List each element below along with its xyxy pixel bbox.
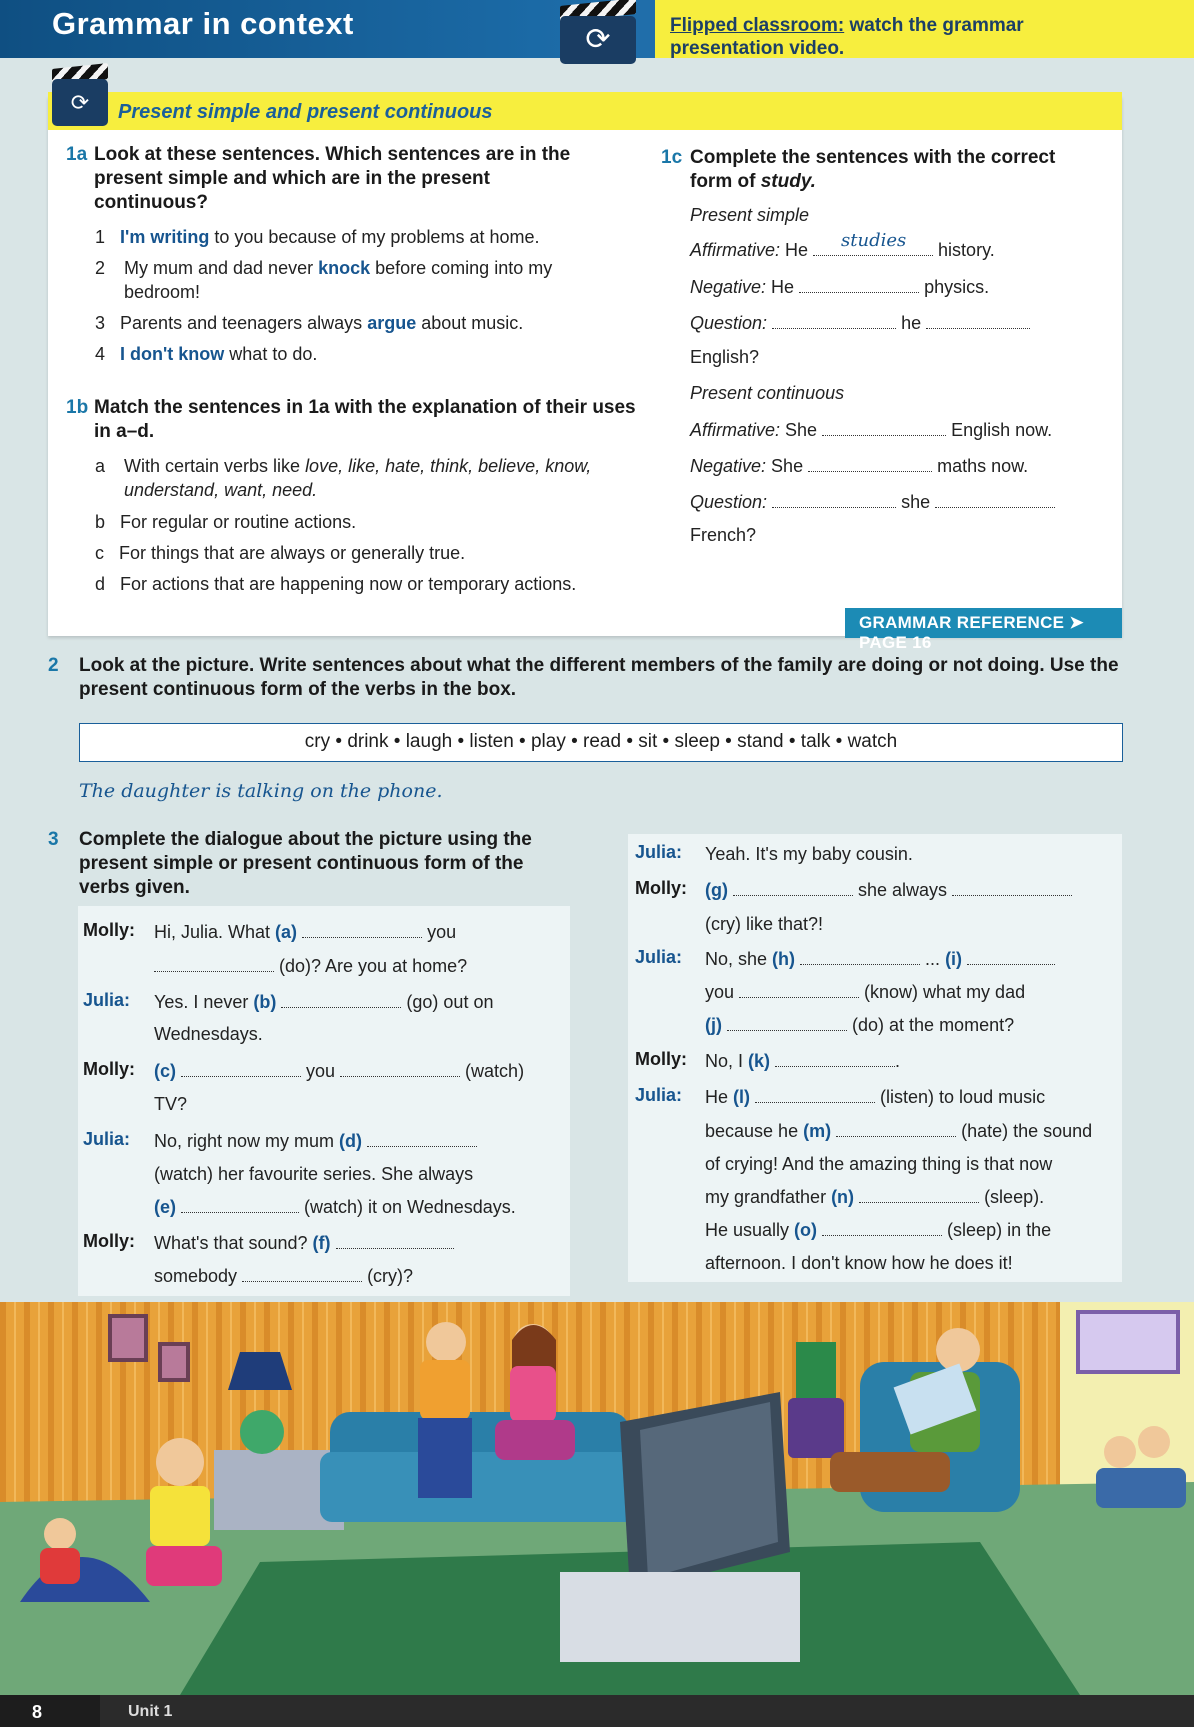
dialogue-line: No, she (h) ... (i): [705, 947, 1125, 971]
tv-stand: [560, 1572, 800, 1662]
plant-pot: [788, 1398, 844, 1458]
blank-e[interactable]: [181, 1195, 299, 1213]
dialogue-line: Wednesdays.: [154, 1024, 263, 1044]
family-living-room-illustration: [0, 1302, 1194, 1695]
blank-a[interactable]: [302, 920, 422, 938]
dialogue-line: Yes. I never (b) (go) out on: [154, 992, 494, 1012]
exercise-2-instruction: 2 Look at the picture. Write sentences about what the different members of the family are doing or not doing. Use the present continuous form of the verbs in the box.: [48, 655, 1119, 700]
blank-c[interactable]: [181, 1059, 301, 1077]
speaker-julia: Julia:: [635, 842, 683, 862]
dialogue-line: (watch) her favourite series. She always: [154, 1164, 474, 1184]
dialogue-line: (do)? Are you at home?: [154, 954, 564, 978]
dialogue-line: No, I (k) .: [705, 1051, 901, 1071]
blank-d[interactable]: [367, 1129, 477, 1147]
blank-c-2[interactable]: [340, 1059, 460, 1077]
dialogue-line: He usually (o) (sleep) in the: [705, 1220, 1052, 1240]
daughter-head: [156, 1438, 204, 1486]
verb-word-box: cry • drink • laugh • listen • play • read • sit • sleep • stand • talk • watch: [79, 723, 1123, 762]
blank-n[interactable]: [859, 1185, 979, 1203]
video-clapperboard-icon[interactable]: ⟳: [52, 66, 108, 126]
plant-leaves: [796, 1342, 836, 1402]
boys-bodies: [1096, 1468, 1186, 1508]
father-head: [426, 1322, 466, 1362]
exercise-1a-instruction: 1a Look at these sentences. Which sentences are in the present simple and which are in the present continuous?: [66, 144, 571, 213]
flipped-classroom-link[interactable]: Flipped classroom:: [670, 15, 845, 36]
exercise-1a-item-2: 2 My mum and dad never knock before coming into my bedroom!: [95, 258, 553, 302]
video-clapperboard-icon[interactable]: ⟳: [560, 2, 636, 64]
wall-picture: [160, 1344, 188, 1380]
dialogue-line: No, right now my mum (d): [154, 1129, 564, 1153]
grandfather-trousers: [830, 1452, 950, 1492]
pc-affirmative-line: Affirmative: She English now.: [690, 420, 1053, 440]
exercise-1b-item-a: a With certain verbs like love, like, hate, think, believe, know, understand, want, need.: [95, 456, 592, 500]
father-trousers: [418, 1418, 472, 1498]
exercise-1a-item-4: 4 I don't know what to do.: [95, 344, 318, 364]
pc-question-end: French?: [690, 525, 757, 545]
ps-question-end: English?: [690, 347, 760, 367]
exercise-1b-item-d: d For actions that are happening now or temporary actions.: [95, 574, 577, 594]
speaker-molly: Molly:: [83, 1059, 135, 1079]
green-vase: [240, 1410, 284, 1454]
exercise-1b-item-c: c For things that are always or generally true.: [95, 543, 466, 563]
baby-head: [44, 1518, 76, 1550]
speaker-julia: Julia:: [83, 1129, 131, 1149]
pc-question-blank-1[interactable]: [772, 490, 896, 508]
dialogue-line: of crying! And the amazing thing is that now: [705, 1154, 1053, 1174]
dialogue-line: TV?: [154, 1094, 188, 1114]
ps-affirmative-line: Affirmative: He studies history.: [690, 230, 995, 260]
exercise-1a-item-1: 1 I'm writing to you because of my problems at home.: [95, 227, 540, 247]
present-simple-heading: Present simple: [690, 205, 810, 225]
ps-negative-line: Negative: He physics.: [690, 277, 990, 297]
blank-k[interactable]: [775, 1049, 895, 1067]
grammar-box-title: Present simple and present continuous: [118, 101, 493, 123]
exercise-1b-instruction: 1b Match the sentences in 1a with the explanation of their uses in a–d.: [66, 397, 636, 442]
unit-label: Unit 1: [128, 1703, 173, 1720]
speaker-julia: Julia:: [83, 990, 131, 1010]
unit-bar: [100, 1695, 1194, 1727]
blank-i[interactable]: [967, 947, 1055, 965]
page-number: 8: [32, 1702, 43, 1722]
dialogue-line: my grandfather (n) (sleep).: [705, 1187, 1045, 1207]
dialogue-line: What's that sound? (f): [154, 1231, 564, 1255]
pc-question-line: Question: she: [690, 490, 1120, 514]
speaker-julia: Julia:: [635, 1085, 683, 1105]
dialogue-line: afternoon. I don't know how he does it!: [705, 1253, 1013, 1273]
exercise-3-instruction: 3 Complete the dialogue about the picture using the present simple or present continuous form of the verbs given.: [48, 829, 532, 898]
blank-b[interactable]: [281, 990, 401, 1008]
dialogue-line: because he (m) (hate) the sound: [705, 1121, 1093, 1141]
dialogue-line: Hi, Julia. What (a) you: [154, 922, 457, 942]
blank-f[interactable]: [336, 1231, 454, 1249]
speaker-molly: Molly:: [83, 920, 135, 940]
boy-head: [1104, 1436, 1136, 1468]
blank-m[interactable]: [836, 1119, 956, 1137]
dialogue-line: (j) (do) at the moment?: [705, 1015, 1015, 1035]
blank-f-2[interactable]: [242, 1264, 362, 1282]
daughter-shirt: [150, 1486, 210, 1546]
pc-question-blank-2[interactable]: [935, 490, 1055, 508]
blank-l[interactable]: [755, 1085, 875, 1103]
grammar-reference-link[interactable]: GRAMMAR REFERENCE ➤ PAGE 16: [845, 608, 1122, 638]
blank-o[interactable]: [822, 1218, 942, 1236]
dialogue-line: Yeah. It's my baby cousin.: [705, 844, 913, 864]
boy-head: [1138, 1426, 1170, 1458]
dialogue-line: somebody (cry)?: [154, 1266, 414, 1286]
blank-g-2[interactable]: [952, 878, 1072, 896]
wall-picture: [110, 1316, 146, 1360]
baby-body: [40, 1548, 80, 1584]
dialogue-line: (c) you (watch): [154, 1061, 525, 1081]
father-shirt: [420, 1360, 470, 1420]
present-continuous-heading: Present continuous: [690, 383, 845, 403]
speaker-molly: Molly:: [635, 1049, 687, 1069]
mother-shirt: [510, 1366, 556, 1422]
mother-trousers: [495, 1420, 575, 1460]
blank-i-2[interactable]: [739, 980, 859, 998]
dialogue-line: He (l) (listen) to loud music: [705, 1087, 1046, 1107]
dialogue-line: (cry) like that?!: [705, 914, 824, 934]
blank-g[interactable]: [733, 878, 853, 896]
speaker-julia: Julia:: [635, 947, 683, 967]
pc-negative-line: Negative: She maths now.: [690, 456, 1029, 476]
flipped-classroom-text: Flipped classroom: watch the grammar presentation video.: [670, 15, 1024, 59]
blank-a-2[interactable]: [154, 954, 274, 972]
speaker-molly: Molly:: [635, 878, 687, 898]
blank-h[interactable]: [800, 947, 920, 965]
daughter-trousers: [146, 1546, 222, 1586]
ps-negative-blank[interactable]: [799, 275, 919, 293]
exercise-1c-instruction: 1c Complete the sentences with the correct form of study.: [661, 147, 1056, 192]
pc-negative-blank[interactable]: [808, 454, 932, 472]
dialogue-line: (e) (watch) it on Wednesdays.: [154, 1197, 516, 1217]
sofa-seat: [320, 1452, 640, 1522]
ps-question-blank-1[interactable]: [772, 311, 896, 329]
page-title: Grammar in context: [52, 6, 354, 41]
exercise-1b-item-b: b For regular or routine actions.: [95, 512, 357, 532]
dialogue-line: (g) she always: [705, 878, 1115, 902]
answer-studies: studies: [841, 230, 907, 251]
example-sentence: The daughter is talking on the phone.: [79, 780, 443, 802]
ps-question-line: Question: he: [690, 311, 1110, 335]
wall-poster: [1078, 1312, 1178, 1372]
ps-question-blank-2[interactable]: [926, 311, 1030, 329]
pc-affirmative-blank[interactable]: [822, 418, 946, 436]
dialogue-line: you (know) what my dad: [705, 982, 1026, 1002]
exercise-1a-item-3: 3 Parents and teenagers always argue about music.: [95, 313, 524, 333]
speaker-molly: Molly:: [83, 1231, 135, 1251]
blank-j[interactable]: [727, 1013, 847, 1031]
